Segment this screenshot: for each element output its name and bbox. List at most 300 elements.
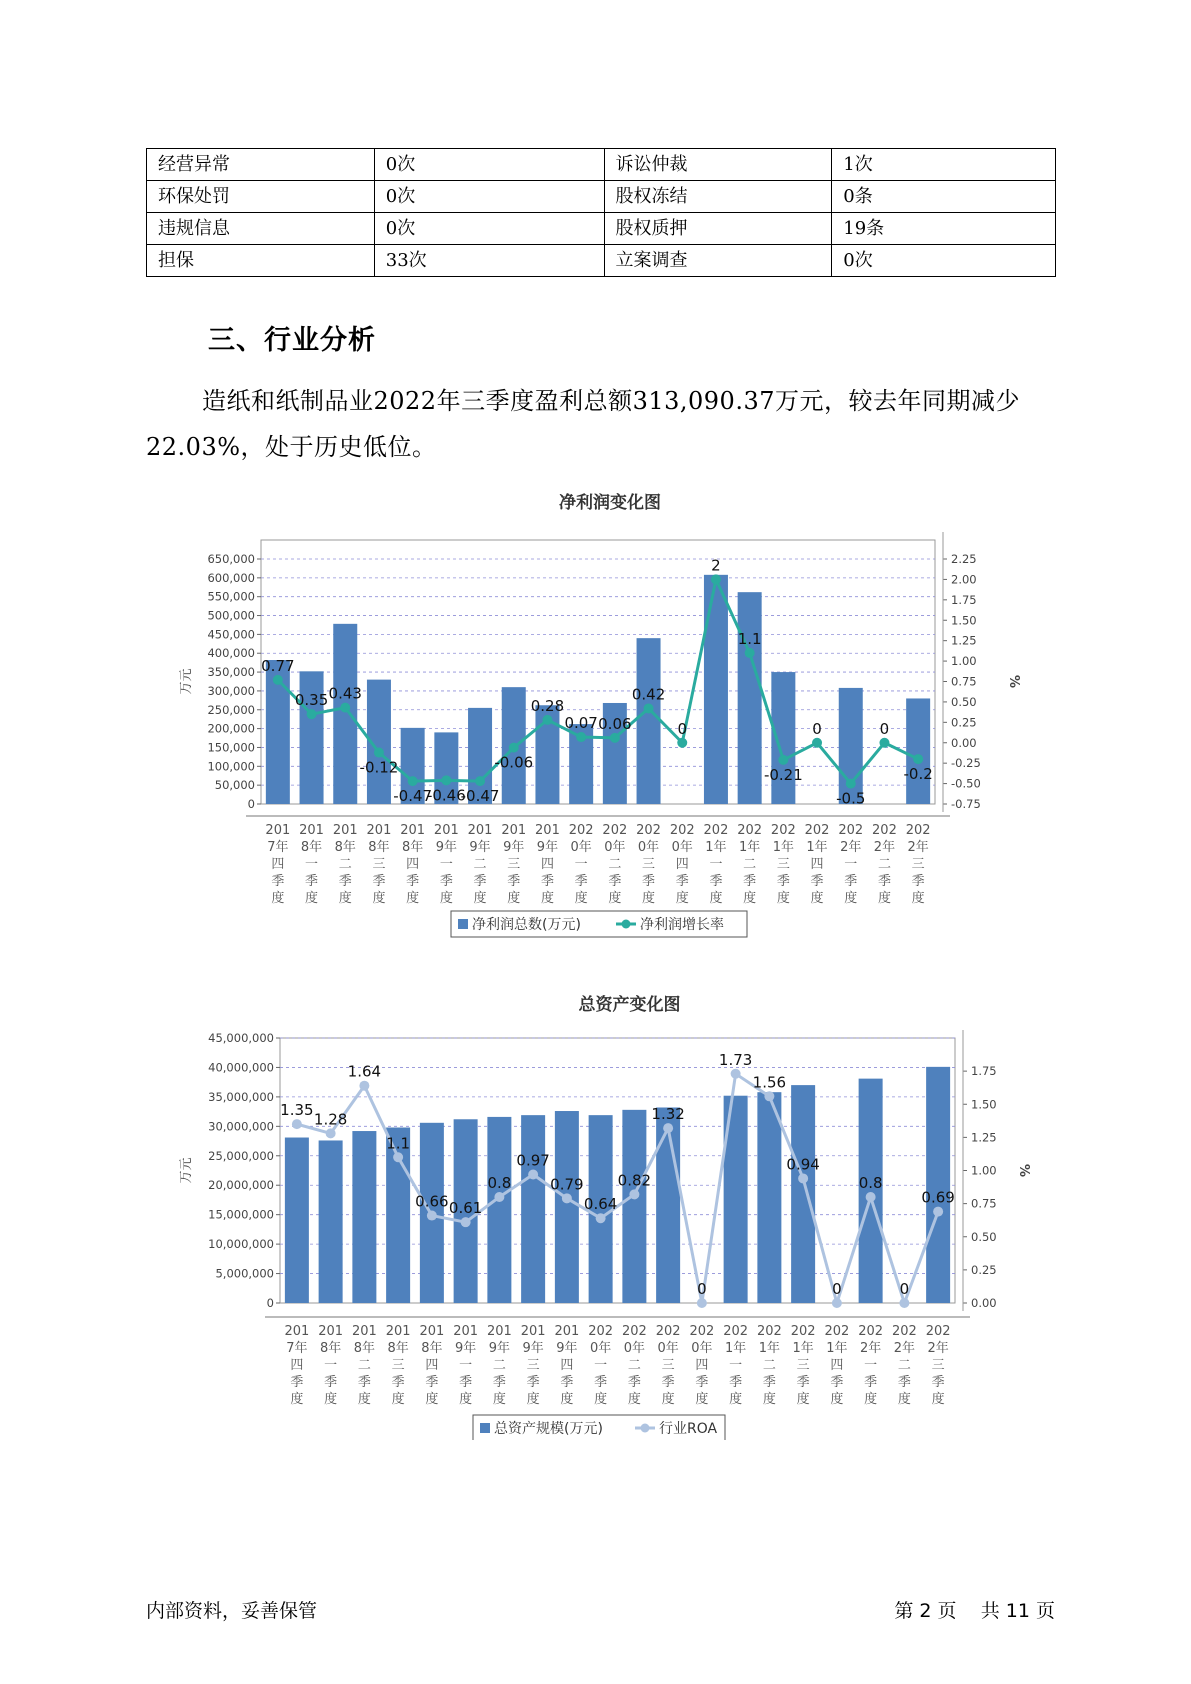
x-tick-label: 8年 <box>368 840 390 855</box>
table-cell-label: 经营异常 <box>147 149 375 181</box>
x-tick-label: 9年 <box>522 1341 544 1356</box>
x-tick-label: 201 <box>535 823 560 838</box>
x-tick-label: 度 <box>864 1392 878 1407</box>
line-point <box>576 732 586 742</box>
x-tick-label: 201 <box>501 823 527 838</box>
bar <box>521 1115 545 1303</box>
bar <box>333 624 357 804</box>
x-tick-label: 二 <box>357 1358 371 1373</box>
y2-tick-label: -0.50 <box>951 776 981 791</box>
table-cell-label: 环保处罚 <box>147 181 375 213</box>
x-tick-label: 三 <box>931 1358 945 1373</box>
x-tick-label: 季 <box>675 874 689 889</box>
data-label: 0.35 <box>294 691 329 710</box>
y-tick-label: 250,000 <box>207 702 255 717</box>
x-tick-label: 0年 <box>671 840 693 855</box>
x-tick-label: 季 <box>459 1375 473 1390</box>
x-tick-label: 季 <box>492 1375 506 1390</box>
x-tick-label: 四 <box>830 1358 844 1373</box>
x-tick-label: 季 <box>338 874 352 889</box>
table-cell-value: 0次 <box>832 245 1056 277</box>
x-tick-label: 季 <box>473 874 487 889</box>
x-tick-label: 度 <box>897 1392 911 1407</box>
x-tick-label: 季 <box>743 874 757 889</box>
x-tick-label: 一 <box>594 1358 608 1373</box>
x-tick-label: 三 <box>911 857 925 872</box>
x-tick-label: 季 <box>776 874 790 889</box>
table-cell-label: 担保 <box>147 245 375 277</box>
x-tick-label: 季 <box>560 1375 574 1390</box>
data-label: 1.1 <box>386 1134 411 1153</box>
x-tick-label: 201 <box>433 823 459 838</box>
x-tick-label: 季 <box>627 1375 641 1390</box>
x-tick-label: 202 <box>824 1324 850 1339</box>
y-tick-label: 350,000 <box>207 665 255 680</box>
line-point <box>846 779 856 789</box>
data-label: 0 <box>697 1280 707 1298</box>
line-point <box>629 1189 639 1199</box>
table-cell-label: 立案调查 <box>604 245 832 277</box>
y-tick-label: 450,000 <box>207 627 255 642</box>
y-tick-label: 20,000,000 <box>208 1178 274 1193</box>
line-point <box>441 775 451 785</box>
x-tick-label: 0年 <box>604 840 626 855</box>
line-point <box>663 1123 673 1133</box>
y-tick-label: 15,000,000 <box>208 1207 274 1222</box>
x-tick-label: 201 <box>467 823 493 838</box>
x-tick-label: 三 <box>507 857 521 872</box>
x-tick-label: 二 <box>897 1358 911 1373</box>
x-tick-label: 201 <box>332 823 358 838</box>
line-point <box>812 738 822 748</box>
table-cell-value: 0次 <box>374 149 604 181</box>
table-cell-value: 1次 <box>832 149 1056 181</box>
data-label: 0 <box>812 719 822 738</box>
x-tick-label: 1年 <box>772 840 794 855</box>
line-point <box>273 675 283 685</box>
data-label: 1.64 <box>347 1062 382 1081</box>
line-point <box>879 738 889 748</box>
line-point <box>697 1298 707 1308</box>
x-tick-label: 度 <box>608 891 622 906</box>
x-tick-label: 201 <box>318 1324 344 1339</box>
data-label: 0.8 <box>487 1174 512 1192</box>
y-axis-label: 万元 <box>179 668 194 695</box>
x-tick-label: 季 <box>608 874 622 889</box>
y2-tick-label: 1.75 <box>971 1064 997 1079</box>
data-label: 0.42 <box>631 685 666 704</box>
bar <box>906 698 930 804</box>
line-point <box>610 733 620 743</box>
line-point <box>866 1192 876 1202</box>
x-tick-label: 7年 <box>267 840 289 855</box>
x-tick-label: 季 <box>372 874 386 889</box>
footer-confidential-note: 内部资料，妥善保管 <box>146 1600 318 1622</box>
x-tick-label: 一 <box>709 857 723 872</box>
line-point <box>933 1207 943 1217</box>
x-tick-label: 度 <box>271 891 285 906</box>
y2-axis-label: % <box>1016 1163 1031 1178</box>
x-tick-label: 季 <box>540 874 554 889</box>
data-label: 1.28 <box>313 1110 348 1129</box>
line-point <box>509 743 519 753</box>
x-tick-label: 202 <box>872 823 897 838</box>
x-tick-label: 度 <box>305 891 319 906</box>
x-tick-label: 二 <box>762 1358 776 1373</box>
x-tick-label: 202 <box>905 823 931 838</box>
data-label: -0.47 <box>460 787 500 806</box>
line-point <box>798 1173 808 1183</box>
x-tick-label: 季 <box>507 874 521 889</box>
x-tick-label: 季 <box>931 1375 945 1390</box>
y-tick-label: 100,000 <box>207 759 255 774</box>
y2-tick-label: 2.25 <box>951 552 977 566</box>
data-label: 1.73 <box>718 1050 753 1069</box>
x-tick-label: 三 <box>796 1358 810 1373</box>
y2-tick-label: 1.50 <box>971 1097 997 1112</box>
x-tick-label: 四 <box>290 1358 304 1373</box>
x-tick-label: 一 <box>864 1358 878 1373</box>
table-row <box>147 181 1056 213</box>
x-tick-label: 8年 <box>353 1341 376 1356</box>
line-point <box>326 1128 336 1138</box>
x-tick-label: 三 <box>661 1358 675 1373</box>
data-label: 0 <box>677 719 688 738</box>
x-tick-label: 202 <box>838 823 864 838</box>
x-tick-label: 三 <box>391 1358 405 1373</box>
y-tick-label: 550,000 <box>207 589 255 604</box>
table-cell-value: 19条 <box>832 213 1056 245</box>
x-tick-label: 三 <box>372 857 386 872</box>
x-tick-label: 四 <box>540 857 554 872</box>
x-tick-label: 三 <box>776 857 790 872</box>
x-tick-label: 度 <box>844 891 858 906</box>
data-label: 0.94 <box>786 1155 820 1174</box>
table-cell-value: 0条 <box>832 181 1056 213</box>
data-label: -0.5 <box>836 789 866 808</box>
x-tick-label: 0年 <box>657 1341 679 1356</box>
legend-line-label: 行业ROA <box>659 1421 718 1437</box>
x-tick-label: 202 <box>925 1324 951 1339</box>
x-tick-label: 0年 <box>570 840 592 855</box>
x-tick-label: 度 <box>425 1392 439 1407</box>
y-tick-label: 200,000 <box>207 721 255 736</box>
x-tick-label: 2年 <box>840 840 862 855</box>
data-label: 0.8 <box>858 1174 883 1192</box>
y2-axis-label: % <box>1006 674 1021 689</box>
x-tick-label: 2年 <box>893 1341 916 1356</box>
x-tick-label: 202 <box>804 823 830 838</box>
table-cell-label: 股权质押 <box>604 213 832 245</box>
y-axis-label: 万元 <box>179 1157 194 1184</box>
x-tick-label: 8年 <box>402 840 424 855</box>
x-tick-label: 201 <box>400 823 426 838</box>
bar <box>622 1110 646 1303</box>
legend-line-marker <box>622 920 631 929</box>
y2-tick-label: 0.75 <box>971 1196 997 1211</box>
data-label: 0 <box>899 1280 910 1298</box>
line-point <box>677 738 687 748</box>
x-tick-label: 季 <box>425 1375 439 1390</box>
line-point <box>359 1081 369 1091</box>
x-tick-label: 度 <box>911 891 925 906</box>
y-tick-label: 300,000 <box>207 683 255 698</box>
x-tick-label: 9年 <box>556 1341 578 1356</box>
bar <box>738 592 762 804</box>
x-tick-label: 度 <box>372 891 386 906</box>
y2-tick-label: -0.75 <box>951 797 981 811</box>
bar <box>926 1067 950 1303</box>
x-tick-label: 202 <box>790 1324 816 1339</box>
data-label: 1.56 <box>752 1073 787 1092</box>
x-tick-label: 201 <box>486 1324 512 1339</box>
x-tick-label: 季 <box>695 1375 709 1390</box>
x-tick-label: 二 <box>877 857 891 872</box>
y-tick-label: 30,000,000 <box>208 1119 274 1134</box>
x-tick-label: 二 <box>743 857 757 872</box>
bar <box>555 1111 579 1303</box>
x-tick-label: 1年 <box>724 1341 747 1356</box>
x-tick-label: 度 <box>931 1392 945 1407</box>
x-tick-label: 季 <box>357 1375 371 1390</box>
x-tick-label: 1年 <box>806 840 828 855</box>
x-tick-label: 9年 <box>536 840 559 855</box>
x-tick-label: 度 <box>290 1392 304 1407</box>
x-tick-label: 度 <box>560 1392 574 1407</box>
section-title: 三、行业分析 <box>208 325 376 356</box>
x-tick-label: 202 <box>689 1324 715 1339</box>
line-point <box>427 1211 437 1221</box>
data-label: 0.61 <box>448 1199 483 1218</box>
x-tick-label: 度 <box>507 891 521 906</box>
y-tick-label: 0 <box>266 1296 274 1310</box>
x-tick-label: 202 <box>723 1324 749 1339</box>
data-label: 0.28 <box>530 696 565 715</box>
y-tick-label: 400,000 <box>207 646 255 661</box>
x-tick-label: 季 <box>796 1375 810 1390</box>
y-tick-label: 10,000,000 <box>208 1237 274 1252</box>
x-tick-label: 1年 <box>826 1341 848 1356</box>
x-tick-label: 度 <box>391 1392 405 1407</box>
x-tick-label: 0年 <box>691 1341 713 1356</box>
bar <box>637 638 661 804</box>
x-tick-label: 度 <box>709 891 723 906</box>
x-tick-label: 季 <box>911 874 925 889</box>
x-tick-label: 201 <box>284 1324 310 1339</box>
line-point <box>778 755 788 765</box>
x-tick-label: 202 <box>858 1324 884 1339</box>
x-tick-label: 度 <box>574 891 588 906</box>
y-tick-label: 25,000,000 <box>208 1148 274 1163</box>
x-tick-label: 季 <box>661 1375 675 1390</box>
x-tick-label: 1年 <box>758 1341 781 1356</box>
y-tick-label: 35,000,000 <box>208 1089 274 1104</box>
x-tick-label: 度 <box>810 891 824 906</box>
line-point <box>461 1217 471 1227</box>
y-tick-label: 40,000,000 <box>208 1060 274 1075</box>
x-tick-label: 2年 <box>927 1341 949 1356</box>
data-label: 1.35 <box>280 1101 314 1120</box>
x-tick-label: 度 <box>729 1392 743 1407</box>
x-tick-label: 季 <box>305 874 319 889</box>
x-tick-label: 季 <box>391 1375 405 1390</box>
x-tick-label: 四 <box>425 1358 439 1373</box>
data-label: -0.46 <box>426 786 466 805</box>
x-tick-label: 一 <box>439 857 453 872</box>
x-tick-label: 季 <box>439 874 453 889</box>
footer-page-info <box>894 1596 1055 1623</box>
y-tick-label: 0 <box>247 797 255 811</box>
y2-tick-label: 1.75 <box>951 592 977 607</box>
table-row <box>147 245 1056 277</box>
x-tick-label: 季 <box>526 1375 540 1390</box>
x-tick-label: 202 <box>588 1324 614 1339</box>
line-point <box>340 703 350 713</box>
data-label: -0.2 <box>903 765 933 784</box>
x-tick-label: 8年 <box>387 1341 409 1356</box>
data-label: 0.64 <box>583 1195 618 1214</box>
line-point <box>292 1119 302 1129</box>
x-tick-label: 201 <box>265 823 291 838</box>
y-tick-label: 650,000 <box>207 552 255 566</box>
x-tick-label: 202 <box>568 823 594 838</box>
data-label: 0.97 <box>516 1151 550 1170</box>
x-tick-label: 9年 <box>488 1341 511 1356</box>
x-tick-label: 201 <box>554 1324 580 1339</box>
x-tick-label: 201 <box>299 823 324 838</box>
y2-tick-label: -0.25 <box>951 756 981 771</box>
x-tick-label: 202 <box>669 823 695 838</box>
x-tick-label: 度 <box>776 891 790 906</box>
x-tick-label: 四 <box>271 857 285 872</box>
x-tick-label: 度 <box>357 1392 371 1407</box>
legend-line-label: 净利润增长率 <box>640 917 724 933</box>
x-tick-label: 度 <box>439 891 453 906</box>
line-point <box>832 1298 842 1308</box>
y2-tick-label: 0.50 <box>951 694 977 709</box>
y2-tick-label: 0.00 <box>951 735 977 750</box>
risk-info-table <box>146 148 1056 277</box>
data-label: 0.82 <box>617 1171 652 1190</box>
x-tick-label: 季 <box>290 1375 304 1390</box>
x-tick-label: 度 <box>877 891 891 906</box>
legend-bar-label: 总资产规模(万元) <box>494 1421 603 1437</box>
x-tick-label: 0年 <box>623 1341 646 1356</box>
x-tick-label: 201 <box>419 1324 445 1339</box>
x-tick-label: 度 <box>324 1392 338 1407</box>
bar <box>704 575 728 804</box>
x-tick-label: 201 <box>453 1324 479 1339</box>
line-point <box>307 709 317 719</box>
data-label: 1.32 <box>651 1105 685 1124</box>
table-cell-value: 0次 <box>374 181 604 213</box>
y2-tick-label: 1.50 <box>951 613 977 628</box>
line-point <box>913 754 923 764</box>
x-tick-label: 8年 <box>421 1341 443 1356</box>
x-tick-label: 度 <box>675 891 689 906</box>
bar <box>285 1138 309 1303</box>
x-tick-label: 季 <box>729 1375 743 1390</box>
x-tick-label: 季 <box>574 874 588 889</box>
data-label: 0 <box>879 719 890 738</box>
line-point <box>764 1091 774 1101</box>
x-tick-label: 202 <box>636 823 661 838</box>
x-tick-label: 8年 <box>300 840 323 855</box>
analysis-paragraph: 造纸和纸制品业2022年三季度盈利总额313,090.37万元，较去年同期减少22.03%，处于历史低位。 <box>146 387 1020 461</box>
table-row <box>147 149 1056 181</box>
y-tick-label: 500,000 <box>207 608 255 623</box>
y2-tick-label: 0.00 <box>971 1296 997 1310</box>
y-tick-label: 45,000,000 <box>208 1031 274 1045</box>
x-tick-label: 202 <box>891 1324 917 1339</box>
x-tick-label: 季 <box>594 1375 608 1390</box>
x-tick-label: 202 <box>655 1324 681 1339</box>
x-tick-label: 8年 <box>319 1341 342 1356</box>
x-tick-label: 202 <box>602 823 628 838</box>
x-tick-label: 度 <box>830 1392 844 1407</box>
x-tick-label: 季 <box>324 1375 338 1390</box>
x-tick-label: 度 <box>594 1392 608 1407</box>
x-tick-label: 季 <box>830 1375 844 1390</box>
x-tick-label: 二 <box>338 857 352 872</box>
line-point <box>542 715 552 725</box>
line-point <box>408 776 418 786</box>
x-tick-label: 0年 <box>589 1341 612 1356</box>
x-tick-label: 季 <box>709 874 723 889</box>
x-tick-label: 度 <box>627 1392 641 1407</box>
x-tick-label: 度 <box>796 1392 810 1407</box>
x-tick-label: 季 <box>897 1375 911 1390</box>
x-tick-label: 202 <box>621 1324 647 1339</box>
x-tick-label: 三 <box>526 1358 540 1373</box>
x-tick-label: 度 <box>695 1392 709 1407</box>
x-tick-label: 季 <box>864 1375 878 1390</box>
x-tick-label: 四 <box>560 1358 574 1373</box>
x-tick-label: 度 <box>762 1392 776 1407</box>
x-tick-label: 202 <box>756 1324 782 1339</box>
legend-line-marker <box>641 1424 650 1433</box>
x-tick-label: 一 <box>324 1358 338 1373</box>
x-tick-label: 一 <box>574 857 588 872</box>
y-tick-label: 5,000,000 <box>215 1266 274 1281</box>
data-label: 0.79 <box>550 1175 584 1194</box>
x-tick-label: 季 <box>642 874 656 889</box>
line-point <box>711 574 721 584</box>
data-label: -0.21 <box>763 765 803 784</box>
x-tick-label: 二 <box>473 857 487 872</box>
x-tick-label: 度 <box>338 891 352 906</box>
x-tick-label: 度 <box>406 891 420 906</box>
total-pages: 共 11 页 <box>980 1600 1055 1622</box>
x-tick-label: 1年 <box>705 840 727 855</box>
x-tick-label: 9年 <box>454 1341 477 1356</box>
data-label: 1.1 <box>737 629 762 648</box>
table-row <box>147 213 1056 245</box>
x-tick-label: 201 <box>366 823 392 838</box>
data-label: 0.69 <box>921 1188 955 1207</box>
line-point <box>745 648 755 658</box>
legend-bar-label: 净利润总数(万元) <box>472 917 581 933</box>
y2-tick-label: 0.50 <box>971 1229 997 1244</box>
x-tick-label: 0年 <box>637 840 660 855</box>
x-tick-label: 二 <box>492 1358 506 1373</box>
line-point <box>562 1193 572 1203</box>
line-point <box>731 1069 741 1079</box>
x-tick-label: 7年 <box>286 1341 308 1356</box>
table-cell-label: 股权冻结 <box>604 181 832 213</box>
x-tick-label: 四 <box>406 857 420 872</box>
y2-tick-label: 1.00 <box>971 1163 997 1178</box>
